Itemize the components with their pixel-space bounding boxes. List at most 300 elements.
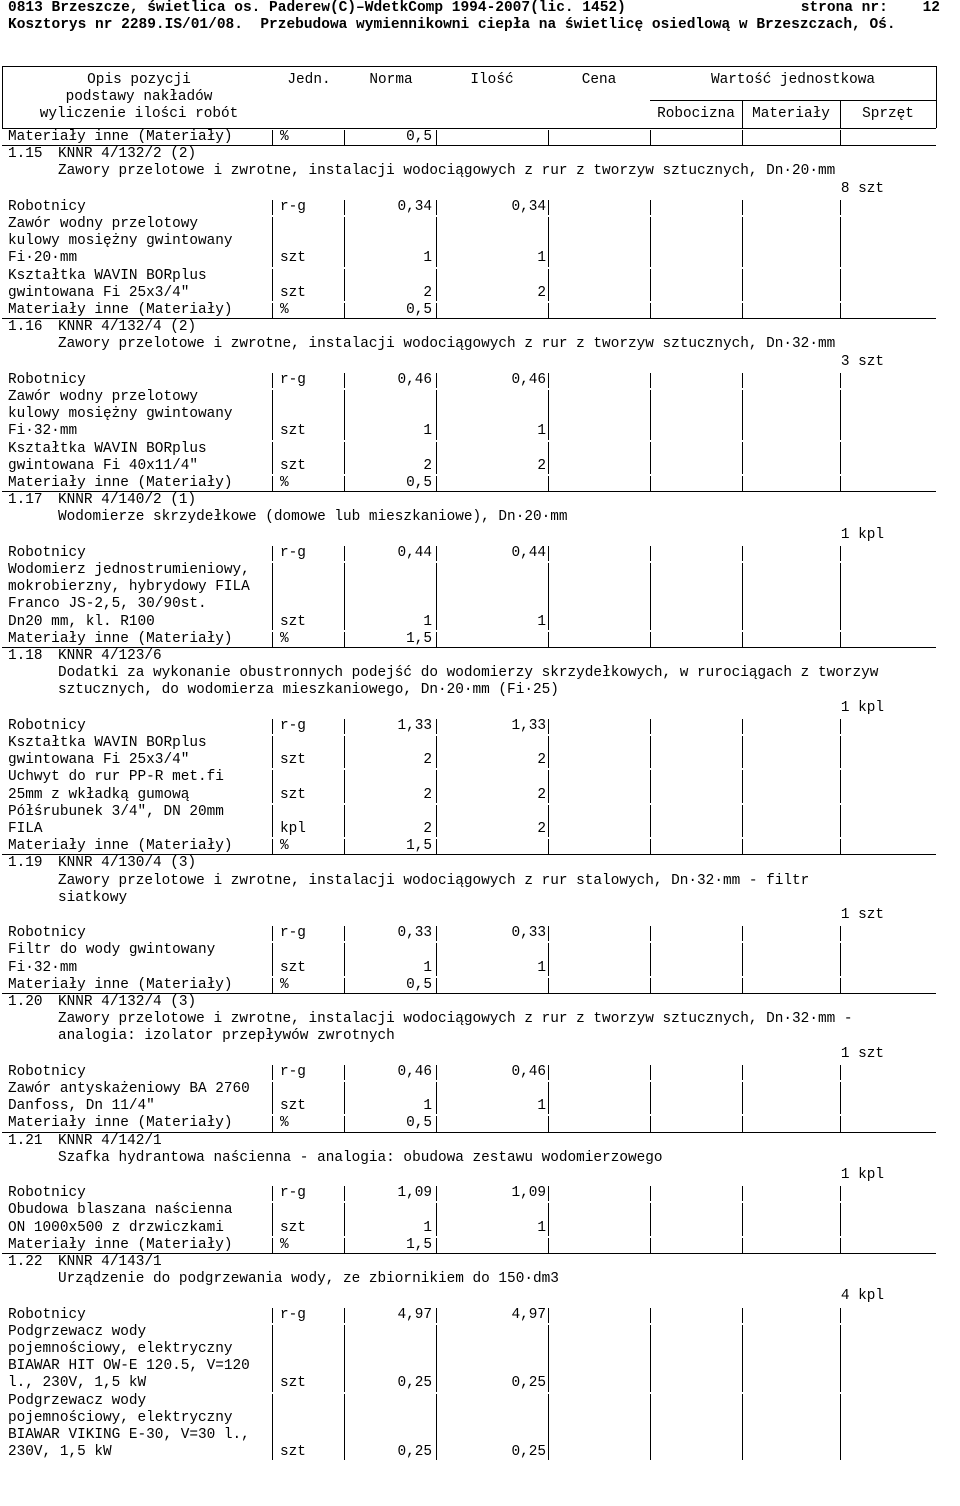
header-border — [2, 66, 3, 128]
cell-rule — [436, 1116, 437, 1131]
cell-rule — [840, 926, 841, 941]
resource-description: Obudowa blaszana naścienna — [8, 1202, 233, 1219]
resource-description: Robotnicy — [8, 1185, 86, 1202]
resource-description: Robotnicy — [8, 717, 86, 734]
resource-norm: 0,5 — [406, 976, 432, 993]
col-unit: Jedn. — [287, 72, 331, 88]
cell-rule — [840, 476, 841, 491]
cell-rule — [840, 943, 841, 975]
cell-rule — [650, 632, 651, 647]
cell-rule — [840, 1308, 841, 1323]
resource-unit: szt — [280, 284, 306, 301]
cell-rule — [344, 926, 345, 941]
resource-quantity: 2 — [537, 752, 546, 769]
cell-rule — [650, 1186, 651, 1201]
cell-rule — [742, 978, 743, 993]
cell-rule — [742, 1394, 743, 1461]
resource-norm: 0,25 — [397, 1444, 432, 1461]
resource-norm: 0,33 — [397, 925, 432, 942]
cell-rule — [742, 1238, 743, 1253]
cell-rule — [344, 805, 345, 837]
cell-rule — [840, 736, 841, 768]
resource-description: gwintowana Fi 40x11/4" — [8, 457, 198, 474]
resource-norm: 2 — [423, 821, 432, 837]
cell-rule — [548, 546, 549, 561]
resource-quantity: 0,25 — [511, 1375, 546, 1392]
cell-rule — [650, 442, 651, 474]
cell-rule — [548, 1394, 549, 1461]
position-quantity: 1 kpl — [840, 699, 884, 716]
resource-description: Dn20 mm, kl. R100 — [8, 613, 155, 630]
resource-description: 230V, 1,5 kW — [8, 1444, 112, 1461]
cell-rule — [344, 130, 345, 145]
cell-rule — [742, 839, 743, 854]
position-number: 1.19 — [8, 855, 43, 872]
resource-description: Materiały inne (Materiały) — [8, 129, 233, 145]
position-quantity: 1 szt — [840, 1045, 884, 1062]
cell-rule — [548, 943, 549, 975]
position-description: Zawory przelotowe i zwrotne, instalacji wodociągowych z rur z tworzyw sztucznych, Dn·32·mm — [58, 336, 836, 353]
position-quantity: 8 szt — [840, 180, 884, 197]
resource-description: Wodomierz jednostrumieniowy, — [8, 562, 250, 578]
resource-description: Materiały inne (Materiały) — [8, 1115, 233, 1132]
cell-rule — [650, 269, 651, 301]
position-code: KNNR 4/130/4 (3) — [58, 855, 197, 872]
resource-unit: % — [280, 1236, 289, 1253]
position-number: 1.15 — [8, 146, 43, 163]
resource-norm: 1 — [423, 1219, 432, 1236]
cell-rule — [344, 1238, 345, 1253]
resource-unit: szt — [280, 250, 306, 267]
position-number: 1.20 — [8, 994, 43, 1010]
position-description: sztucznych, do wodomierza mieszkaniowego, Dn·20·mm (Fi·25) — [58, 682, 559, 699]
cell-rule — [344, 442, 345, 474]
cell-rule — [742, 373, 743, 388]
cell-rule — [272, 476, 273, 491]
cell-rule — [742, 476, 743, 491]
resource-unit: kpl — [280, 821, 306, 837]
resource-description: Franco JS-2,5, 30/90st. — [8, 596, 207, 613]
header-line-1: 0813 Brzeszcze, świetlica os. Paderew(C)–WdetkComp 1994-2007(lic. 1452) — [8, 0, 626, 16]
resource-description: gwintowana Fi 25x3/4" — [8, 752, 190, 769]
resource-quantity: 4,97 — [511, 1306, 546, 1323]
resource-quantity: 1 — [537, 613, 546, 630]
cell-rule — [344, 200, 345, 215]
resource-quantity: 2 — [537, 821, 546, 837]
cell-rule — [840, 1065, 841, 1080]
cell-rule — [548, 1238, 549, 1253]
cell-rule — [742, 926, 743, 941]
col-desc-line-2: podstawy nakładów — [65, 89, 213, 105]
cell-rule — [548, 1082, 549, 1114]
cell-rule — [742, 719, 743, 734]
position-description: Dodatki za wykonanie obustronnych podejść do wodomierzy skrzydełkowych, w rurociągach z tworzyw — [58, 665, 879, 682]
header-split-rule — [650, 100, 936, 101]
cell-rule — [548, 373, 549, 388]
cell-rule — [344, 1308, 345, 1323]
cell-rule — [742, 269, 743, 301]
resource-description: Fi·32·mm — [8, 423, 78, 440]
cell-rule — [436, 1238, 437, 1253]
cell-rule — [344, 269, 345, 301]
cell-rule — [272, 200, 273, 215]
cell-rule — [548, 442, 549, 474]
cell-rule — [840, 390, 841, 440]
resource-unit: % — [280, 630, 289, 647]
cell-rule — [436, 476, 437, 491]
cell-rule — [272, 1116, 273, 1131]
cell-rule — [650, 303, 651, 318]
cell-rule — [650, 805, 651, 837]
cell-rule — [344, 736, 345, 768]
cell-rule — [840, 1325, 841, 1392]
resource-description: Robotnicy — [8, 1306, 86, 1323]
cell-rule — [272, 130, 273, 145]
resource-norm: 0,46 — [397, 371, 432, 388]
position-quantity: 1 szt — [840, 907, 884, 923]
resource-unit: szt — [280, 959, 306, 976]
cell-rule — [548, 1116, 549, 1131]
header-border — [936, 66, 937, 128]
cell-rule — [840, 130, 841, 145]
resource-unit: r-g — [280, 925, 306, 942]
cell-rule — [344, 1082, 345, 1114]
resource-unit: szt — [280, 423, 306, 440]
resource-quantity: 0,46 — [511, 371, 546, 388]
cell-rule — [840, 719, 841, 734]
resource-unit: % — [280, 129, 289, 145]
resource-description: Zawór wodny przelotowy — [8, 216, 198, 232]
cell-rule — [272, 1308, 273, 1323]
cell-rule — [344, 303, 345, 318]
cell-rule — [272, 839, 273, 854]
cell-rule — [742, 303, 743, 318]
position-code: KNNR 4/143/1 — [58, 1254, 162, 1270]
cell-rule — [344, 217, 345, 267]
cell-rule — [548, 476, 549, 491]
cell-rule — [742, 1082, 743, 1114]
resource-unit: r-g — [280, 1306, 306, 1323]
cell-rule — [548, 130, 549, 145]
cell-rule — [742, 390, 743, 440]
resource-quantity: 2 — [537, 457, 546, 474]
resource-description: gwintowana Fi 25x3/4" — [8, 284, 190, 301]
resource-quantity: 1 — [537, 1098, 546, 1115]
cell-rule — [548, 390, 549, 440]
cell-rule — [650, 1308, 651, 1323]
cell-rule — [742, 442, 743, 474]
resource-description: BIAWAR VIKING E-30, V=30 l., — [8, 1427, 250, 1443]
resource-description: kulowy mosiężny gwintowany — [8, 233, 233, 250]
resource-norm: 1,5 — [406, 630, 432, 647]
resource-quantity: 0,25 — [511, 1444, 546, 1461]
cell-rule — [272, 805, 273, 837]
resource-description: Materiały inne (Materiały) — [8, 838, 233, 855]
cell-rule — [650, 476, 651, 491]
cell-rule — [272, 926, 273, 941]
cell-rule — [272, 217, 273, 267]
cell-rule — [742, 736, 743, 768]
resource-description: FILA — [8, 821, 43, 837]
cell-rule — [272, 442, 273, 474]
resource-description: mokrobierzny, hybrydowy FILA — [8, 579, 250, 596]
resource-norm: 1,5 — [406, 1236, 432, 1253]
resource-unit: r-g — [280, 544, 306, 561]
resource-unit: szt — [280, 1219, 306, 1236]
cell-rule — [436, 130, 437, 145]
position-code: KNNR 4/142/1 — [58, 1132, 162, 1149]
resource-quantity: 1 — [537, 250, 546, 267]
cell-rule — [650, 1116, 651, 1131]
resource-description: pojemnościowy, elektryczny — [8, 1409, 233, 1426]
cell-rule — [840, 442, 841, 474]
cell-rule — [272, 978, 273, 993]
cell-rule — [650, 1394, 651, 1461]
cell-rule — [344, 839, 345, 854]
cell-rule — [272, 373, 273, 388]
resource-unit: szt — [280, 613, 306, 630]
cell-rule — [272, 719, 273, 734]
resource-description: Zawór antyskażeniowy BA 2760 — [8, 1081, 250, 1097]
header-col-rule — [742, 100, 743, 128]
cell-rule — [840, 839, 841, 854]
table-top-rule — [2, 66, 936, 67]
cell-rule — [272, 1238, 273, 1253]
position-code: KNNR 4/132/4 (3) — [58, 994, 197, 1010]
header-line-2: Kosztorys nr 2289.IS/01/08. Przebudowa wymiennikowni ciepła na świetlicę osiedlową w Brzeszczach, Oś. — [8, 17, 896, 33]
cell-rule — [840, 563, 841, 630]
cell-rule — [650, 373, 651, 388]
resource-norm: 0,5 — [406, 129, 432, 145]
position-number: 1.17 — [8, 492, 43, 509]
cell-rule — [742, 943, 743, 975]
cell-rule — [742, 130, 743, 145]
cell-rule — [840, 632, 841, 647]
resource-unit: r-g — [280, 717, 306, 734]
resource-norm: 2 — [423, 284, 432, 301]
cell-rule — [344, 373, 345, 388]
resource-unit: szt — [280, 1375, 306, 1392]
cell-rule — [742, 1325, 743, 1392]
position-quantity: 1 kpl — [840, 1167, 884, 1183]
cell-rule — [840, 217, 841, 267]
position-number: 1.16 — [8, 319, 43, 336]
cell-rule — [650, 978, 651, 993]
resource-description: ON 1000x500 z drzwiczkami — [8, 1219, 224, 1236]
cell-rule — [742, 217, 743, 267]
position-description: Wodomierze skrzydełkowe (domowe lub mieszkaniowe), Dn·20·mm — [58, 509, 568, 526]
cell-rule — [344, 1116, 345, 1131]
resource-description: Fi·20·mm — [8, 250, 78, 267]
cell-rule — [548, 805, 549, 837]
resource-unit: szt — [280, 457, 306, 474]
col-price: Cena — [581, 72, 617, 88]
cell-rule — [650, 736, 651, 768]
resource-description: Podgrzewacz wody — [8, 1392, 147, 1409]
resource-description: Materiały inne (Materiały) — [8, 976, 233, 993]
resource-description: Robotnicy — [8, 1063, 86, 1080]
cell-rule — [344, 476, 345, 491]
cell-rule — [344, 1394, 345, 1461]
cell-rule — [272, 1186, 273, 1201]
resource-norm: 0,5 — [406, 1115, 432, 1132]
cell-rule — [272, 736, 273, 768]
resource-norm: 1 — [423, 423, 432, 440]
resource-description: Kształtka WAVIN BORplus — [8, 267, 207, 284]
resource-description: Podgrzewacz wody — [8, 1323, 147, 1340]
cell-rule — [650, 546, 651, 561]
cell-rule — [742, 200, 743, 215]
resource-quantity: 1 — [537, 1219, 546, 1236]
cell-rule — [650, 943, 651, 975]
cell-rule — [272, 632, 273, 647]
resource-unit: r-g — [280, 1063, 306, 1080]
position-quantity: 1 kpl — [840, 526, 884, 543]
cell-rule — [272, 303, 273, 318]
resource-quantity: 1,09 — [511, 1185, 546, 1202]
cell-rule — [548, 1308, 549, 1323]
cell-rule — [840, 805, 841, 837]
cell-rule — [548, 269, 549, 301]
resource-description: Materiały inne (Materiały) — [8, 302, 233, 318]
cell-rule — [650, 1203, 651, 1235]
col-labour: Robocizna — [657, 106, 735, 122]
page-number: strona nr: 12 — [800, 0, 940, 16]
cell-rule — [650, 130, 651, 145]
col-desc-line-3: wyliczenie ilości robót — [39, 106, 239, 122]
resource-description: Półśrubunek 3/4", DN 20mm — [8, 803, 224, 820]
cell-rule — [548, 1203, 549, 1235]
position-quantity: 4 kpl — [840, 1288, 884, 1305]
resource-unit: % — [280, 838, 289, 855]
col-norm: Norma — [369, 72, 413, 88]
resource-quantity: 2 — [537, 786, 546, 803]
resource-quantity: 2 — [537, 284, 546, 301]
resource-quantity: 1 — [537, 423, 546, 440]
col-qty: Ilość — [470, 72, 514, 88]
resource-description: 25mm z wkładką gumową — [8, 786, 190, 803]
cell-rule — [840, 1186, 841, 1201]
resource-norm: 0,25 — [397, 1375, 432, 1392]
resource-description: l., 230V, 1,5 kW — [8, 1375, 147, 1392]
cell-rule — [548, 1065, 549, 1080]
resource-norm: 1,09 — [397, 1185, 432, 1202]
cell-rule — [742, 1308, 743, 1323]
cell-rule — [548, 978, 549, 993]
cell-rule — [650, 217, 651, 267]
resource-description: Kształtka WAVIN BORplus — [8, 440, 207, 457]
resource-unit: % — [280, 976, 289, 993]
cell-rule — [840, 1238, 841, 1253]
cell-rule — [548, 200, 549, 215]
cell-rule — [650, 390, 651, 440]
cell-rule — [650, 200, 651, 215]
cell-rule — [436, 839, 437, 854]
resource-description: Zawór wodny przelotowy — [8, 389, 198, 405]
cell-rule — [344, 770, 345, 802]
position-description: siatkowy — [58, 889, 128, 906]
cell-rule — [272, 770, 273, 802]
cell-rule — [840, 770, 841, 802]
resource-norm: 0,44 — [397, 544, 432, 561]
cell-rule — [742, 632, 743, 647]
cell-rule — [650, 563, 651, 630]
cell-rule — [742, 1065, 743, 1080]
cell-rule — [548, 632, 549, 647]
position-code: KNNR 4/140/2 (1) — [58, 492, 197, 509]
cell-rule — [344, 390, 345, 440]
resource-norm: 2 — [423, 786, 432, 803]
position-description: Urządzenie do podgrzewania wody, ze zbiornikiem do 150·dm3 — [58, 1271, 559, 1288]
resource-unit: % — [280, 1115, 289, 1132]
cell-rule — [548, 770, 549, 802]
resource-norm: 4,97 — [397, 1306, 432, 1323]
cell-rule — [344, 1065, 345, 1080]
resource-description: Kształtka WAVIN BORplus — [8, 735, 207, 751]
resource-description: BIAWAR HIT OW-E 120.5, V=120 — [8, 1358, 250, 1375]
header-col-rule — [840, 100, 841, 128]
cell-rule — [742, 770, 743, 802]
resource-description: Uchwyt do rur PP-R met.fi — [8, 769, 224, 786]
resource-description: Fi·32·mm — [8, 959, 78, 976]
position-code: KNNR 4/132/4 (2) — [58, 319, 197, 336]
position-code: KNNR 4/123/6 — [58, 648, 162, 664]
resource-norm: 1,33 — [397, 717, 432, 734]
cell-rule — [650, 1065, 651, 1080]
cell-rule — [548, 719, 549, 734]
resource-description: Materiały inne (Materiały) — [8, 1236, 233, 1253]
cell-rule — [344, 719, 345, 734]
resource-quantity: 1,33 — [511, 717, 546, 734]
resource-quantity: 0,46 — [511, 1063, 546, 1080]
position-description: analogia: izolator przepływów zwrotnych — [58, 1028, 395, 1045]
cell-rule — [742, 805, 743, 837]
cell-rule — [272, 1325, 273, 1392]
cell-rule — [272, 1082, 273, 1114]
resource-description: Danfoss, Dn 11/4" — [8, 1098, 155, 1115]
resource-description: pojemnościowy, elektryczny — [8, 1341, 233, 1357]
resource-norm: 0,46 — [397, 1063, 432, 1080]
cell-rule — [344, 546, 345, 561]
cell-rule — [650, 719, 651, 734]
position-description: Zawory przelotowe i zwrotne, instalacji wodociągowych z rur stalowych, Dn·32·mm - filtr — [58, 872, 810, 889]
col-materials: Materiały — [752, 106, 830, 122]
cell-rule — [548, 736, 549, 768]
resource-norm: 0,5 — [406, 475, 432, 491]
cell-rule — [344, 978, 345, 993]
position-number: 1.21 — [8, 1132, 43, 1149]
resource-unit: szt — [280, 786, 306, 803]
resource-norm: 0,34 — [397, 198, 432, 215]
cell-rule — [840, 1394, 841, 1461]
resource-norm: 2 — [423, 457, 432, 474]
cell-rule — [650, 926, 651, 941]
cell-rule — [742, 546, 743, 561]
resource-description: Filtr do wody gwintowany — [8, 942, 216, 959]
cell-rule — [650, 839, 651, 854]
cell-rule — [840, 303, 841, 318]
resource-quantity: 0,44 — [511, 544, 546, 561]
col-unit-value: Wartość jednostkowa — [710, 72, 876, 88]
cell-rule — [272, 563, 273, 630]
col-desc-line-1: Opis pozycji — [87, 72, 191, 88]
cell-rule — [840, 978, 841, 993]
resource-norm: 1 — [423, 613, 432, 630]
cell-rule — [272, 390, 273, 440]
cell-rule — [344, 632, 345, 647]
position-code: KNNR 4/132/2 (2) — [58, 146, 197, 163]
cell-rule — [272, 943, 273, 975]
